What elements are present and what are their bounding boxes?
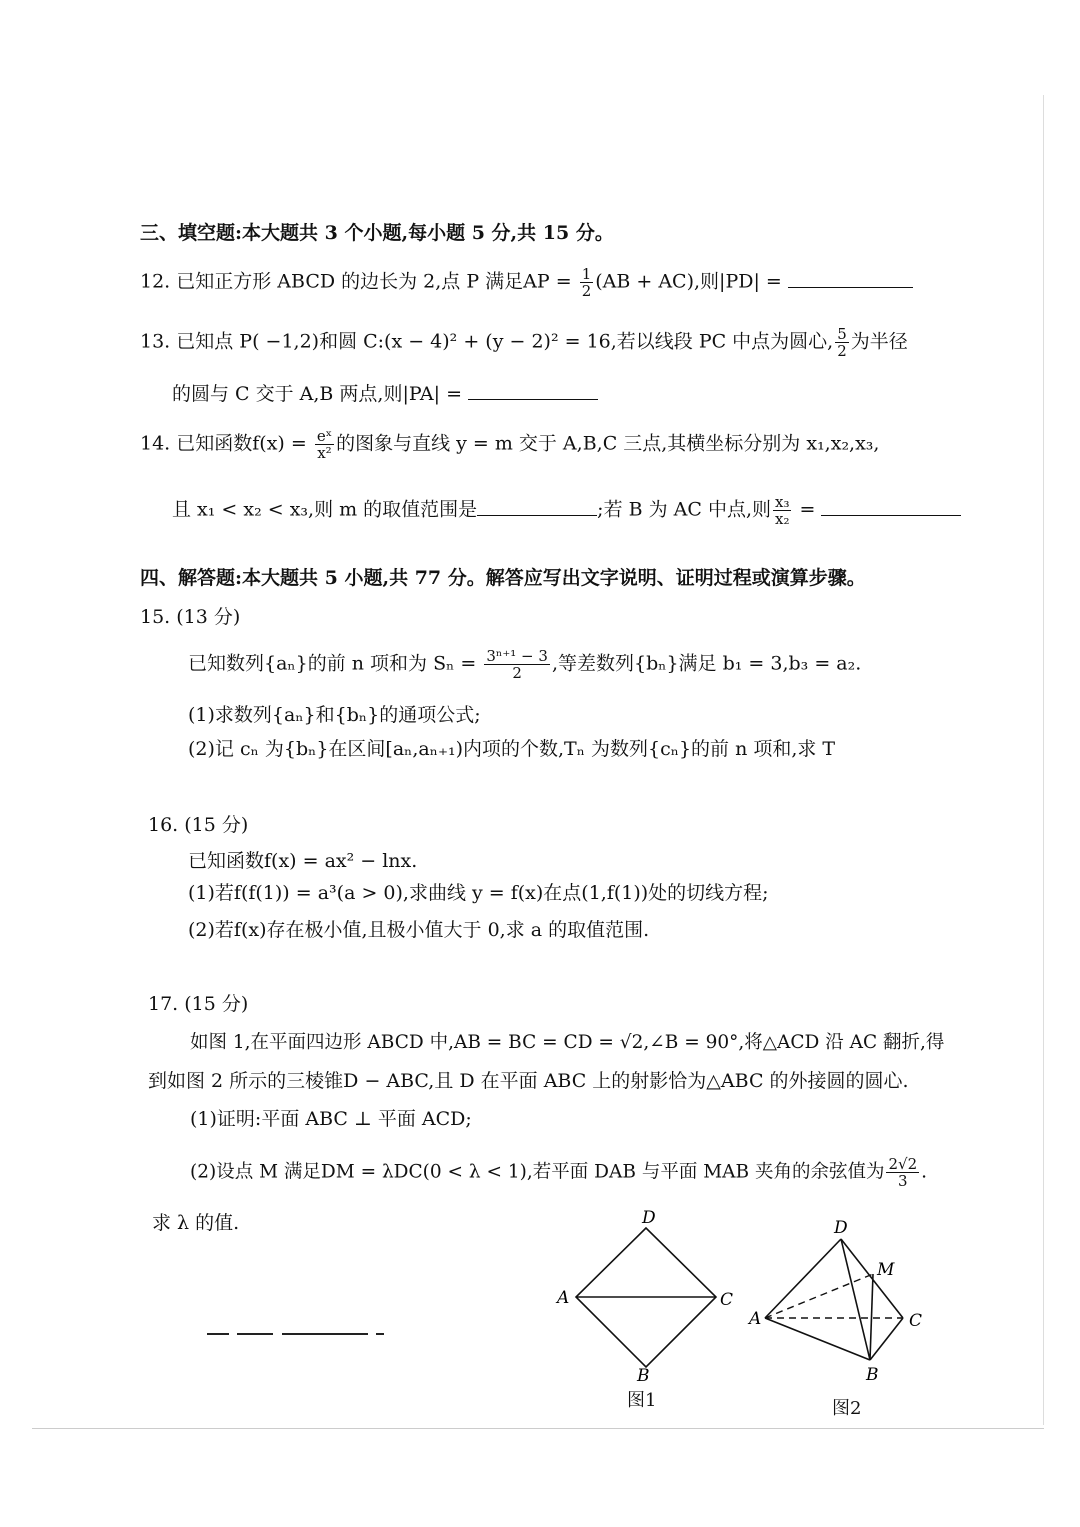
q17-part1: (1)证明:平面 ABC ⊥ 平面 ACD; <box>190 1108 472 1130</box>
stray-dash-3 <box>282 1333 368 1335</box>
q15-stem-a: 已知数列{aₙ}的前 n 项和为 Sₙ = <box>188 652 483 675</box>
fig2-edge-da <box>765 1239 841 1318</box>
figure-1 <box>550 1205 750 1385</box>
q14-line1-b: 的图象与直线 y = m 交于 A,B,C 三点,其横坐标分别为 x₁,x₂,x₃, <box>336 432 880 455</box>
q14-line2-b: ;若 B 为 AC 中点,则 <box>597 498 771 521</box>
q13-fraction <box>835 326 849 359</box>
q17-part2-b: . <box>921 1161 928 1183</box>
q16-title: 16. (15 分) <box>148 814 249 836</box>
fig2-label-c: C <box>909 1311 923 1331</box>
section3-heading: 三、填空题:本大题共 3 个小题,每小题 5 分,共 15 分。 <box>140 222 614 244</box>
q17-stem-2: 到如图 2 所示的三棱锥D − ABC,且 D 在平面 ABC 上的射影恰为△ABC 的外接圆的圆心. <box>148 1070 909 1092</box>
q15-part1: (1)求数列{aₙ}和{bₙ}的通项公式; <box>188 704 481 726</box>
q15-stem-b: ,等差数列{bₙ}满足 b₁ = 3,b₃ = a₂. <box>551 652 862 675</box>
q17-part2 <box>190 1156 927 1189</box>
q16-part1: (1)若f(f(1)) = a³(a > 0),求曲线 y = f(x)在点(1,f(1))处的切线方程; <box>188 882 769 904</box>
q13-answer-blank[interactable] <box>468 381 598 400</box>
q17-fraction <box>886 1156 919 1189</box>
stray-dash-1 <box>207 1333 229 1335</box>
figure-2-caption: 图2 <box>832 1398 862 1419</box>
question-13-line1 <box>140 326 908 359</box>
fig2-label-a: A <box>749 1309 762 1329</box>
q13-line1-a: 13. 已知点 P( −1,2)和圆 C:(x − 4)² + (y − 2)² = 16,若以线段 PC 中点为圆心, <box>140 330 834 353</box>
q13-line2: 的圆与 C 交于 A,B 两点,则|PA| = <box>172 383 469 405</box>
fig2-label-d: D <box>834 1218 848 1238</box>
q17-part2-ask: 求 λ 的值. <box>152 1212 240 1234</box>
question-14-line1 <box>140 428 879 461</box>
figure-2 <box>745 1215 935 1390</box>
question-12 <box>140 266 913 299</box>
q15-frac-num: 3ⁿ⁺¹ − 3 <box>486 647 548 665</box>
fig2-label-b: B <box>866 1365 879 1385</box>
fig2-segment-mb <box>870 1274 873 1360</box>
q15-stem <box>188 648 861 681</box>
q14-fraction-2 <box>773 494 791 527</box>
q15-fraction <box>484 648 550 681</box>
fig2-segment-am-hidden <box>765 1274 873 1318</box>
q16-part2: (2)若f(x)存在极小值,且极小值大于 0,求 a 的取值范围. <box>188 919 650 941</box>
q13-line1-b: 为半径 <box>850 330 908 353</box>
stray-dash-4 <box>376 1333 384 1335</box>
fig1-label-b: B <box>637 1366 650 1385</box>
q17-stem-1: 如图 1,在平面四边形 ABCD 中,AB = BC = CD = √2,∠B = 90°,将△ACD 沿 AC 翻折,得 <box>190 1032 945 1053</box>
q13-frac-den: 2 <box>837 342 847 360</box>
q14-frac-den: x² <box>317 444 332 462</box>
q17-title: 17. (15 分) <box>148 993 249 1015</box>
q12-text-b: (AB + AC),则|PD| = <box>595 270 788 293</box>
q12-frac-num: 1 <box>581 265 592 283</box>
q15-title: 15. (13 分) <box>140 606 241 628</box>
q17-frac-den: 3 <box>898 1172 908 1190</box>
q14-frac2-den: x₂ <box>775 510 790 528</box>
fig1-label-d: D <box>642 1208 656 1228</box>
question-14-line2 <box>172 494 961 527</box>
fig2-label-m: M <box>877 1260 895 1280</box>
question-13-line2 <box>172 381 598 407</box>
page-edge-bottom <box>32 1428 1044 1429</box>
fig1-label-a: A <box>557 1288 570 1308</box>
q12-answer-blank[interactable] <box>788 269 913 288</box>
q14-line1-a: 14. 已知函数f(x) = <box>140 432 313 455</box>
q14-ratio-blank[interactable] <box>821 497 961 516</box>
q14-line2-c: = <box>793 498 822 521</box>
q12-fraction <box>580 266 594 299</box>
q14-frac2-num: x₃ <box>775 493 790 511</box>
q12-frac-den: 2 <box>581 282 592 300</box>
figure-1-caption: 图1 <box>627 1390 657 1411</box>
q16-stem: 已知函数f(x) = ax² − lnx. <box>188 850 418 872</box>
q15-part2: (2)记 cₙ 为{bₙ}在区间[aₙ,aₙ₊₁)内项的个数,Tₙ 为数列{cₙ}的前 n 项和,求 T <box>188 738 836 760</box>
q17-part2-a: (2)设点 M 满足DM = λDC(0 < λ < 1),若平面 DAB 与平面 MAB 夹角的余弦值为 <box>190 1161 885 1183</box>
q14-fraction <box>315 428 334 461</box>
section4-heading: 四、解答题:本大题共 5 小题,共 77 分。解答应写出文字说明、证明过程或演算步骤。 <box>140 567 866 589</box>
stray-dash-2 <box>237 1333 273 1335</box>
q14-range-blank[interactable] <box>477 497 597 516</box>
fig1-label-c: C <box>720 1290 734 1310</box>
q15-frac-den: 2 <box>512 664 522 682</box>
q14-frac-num: eˣ <box>316 427 333 445</box>
q17-frac-num: 2√2 <box>888 1155 918 1173</box>
page-edge-right <box>1043 95 1044 1425</box>
fig2-edge-bc <box>870 1318 903 1360</box>
fig2-edge-ab <box>765 1318 870 1360</box>
q14-line2-a: 且 x₁ < x₂ < x₃,则 m 的取值范围是 <box>172 498 478 521</box>
q13-frac-num: 5 <box>837 325 847 343</box>
q12-text-a: 12. 已知正方形 ABCD 的边长为 2,点 P 满足AP = <box>140 270 578 293</box>
